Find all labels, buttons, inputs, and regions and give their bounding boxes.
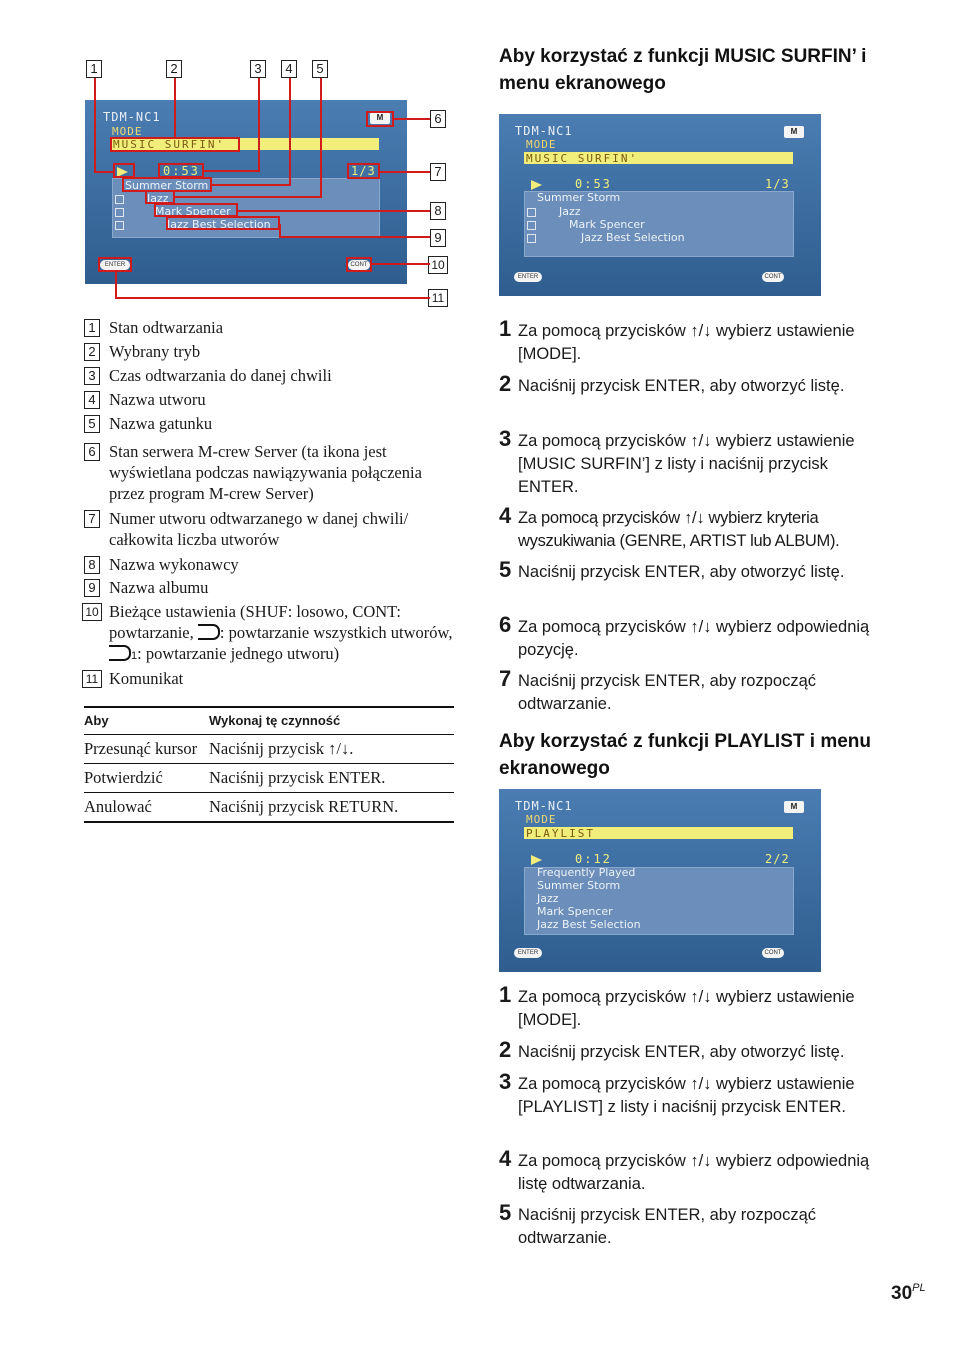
- play-icon: [531, 855, 542, 865]
- step-item: 4 Za pomocą przycisków ↑/↓ wybierz odpowiednią listę odtwarzania.: [499, 1146, 870, 1193]
- step-item: 1 Za pomocą przycisków ↑/↓ wybierz ustawienie [MODE].: [499, 316, 855, 363]
- legend-item: [84, 389, 454, 410]
- legend-number: 5: [84, 415, 100, 433]
- callout-7: 7: [430, 163, 446, 181]
- device-title: TDM-NC1: [103, 110, 161, 124]
- legend-text: Nazwa gatunku: [109, 414, 213, 433]
- osd-screen-music-surfin: [499, 114, 821, 296]
- server-status-icon: M: [784, 126, 804, 138]
- legend-text: Nazwa utworu: [109, 390, 206, 409]
- list-item: Mark Spencer: [569, 218, 645, 231]
- enter-button-icon: ENTER: [514, 272, 542, 282]
- legend-number: 6: [84, 443, 100, 461]
- section-heading-music-surfin: Aby korzystać z funkcji MUSIC SURFIN’ i menu ekranowego: [499, 46, 867, 94]
- mode-value: PLAYLIST: [526, 827, 595, 840]
- step-item: 7 Naciśnij przycisk ENTER, aby rozpocząć odtwarzanie.: [499, 666, 816, 713]
- checkbox-icon: [527, 234, 536, 243]
- device-title: TDM-NC1: [515, 124, 573, 138]
- table-row: Anulować Naciśnij przycisk RETURN.: [84, 793, 454, 823]
- mode-value: MUSIC SURFIN': [113, 138, 226, 151]
- legend-number: 9: [84, 579, 100, 597]
- step-item: 5 Naciśnij przycisk ENTER, aby otworzyć listę.: [499, 557, 845, 582]
- legend-item: [84, 601, 454, 667]
- track-counter: 1/3: [765, 177, 790, 191]
- server-status-icon: M: [370, 112, 390, 124]
- enter-button-icon: ENTER: [100, 260, 130, 270]
- legend-text: Numer utworu odtwarzanego w danej chwili/ całkowita liczba utworów: [109, 509, 409, 549]
- table-row: Potwierdzić Naciśnij przycisk ENTER.: [84, 764, 454, 793]
- step-item: 1 Za pomocą przycisków ↑/↓ wybierz ustawienie [MODE].: [499, 982, 855, 1029]
- play-time: 0:12: [575, 852, 612, 866]
- checkbox-icon: [115, 195, 124, 204]
- legend-item: [84, 668, 454, 689]
- list-item: Jazz Best Selection: [581, 231, 685, 244]
- checkbox-icon: [527, 221, 536, 230]
- step-item: 5 Naciśnij przycisk ENTER, aby rozpocząć odtwarzanie.: [499, 1200, 816, 1247]
- table-header: Aby: [84, 707, 209, 735]
- osd-screen-playlist: [499, 789, 821, 972]
- legend-text: Nazwa wykonawcy: [109, 555, 239, 574]
- section-heading-playlist: Aby korzystać z funkcji PLAYLIST i menu ekranowego: [499, 731, 872, 779]
- callout-10: 10: [428, 256, 448, 274]
- repeat-all-icon: [198, 624, 220, 640]
- mode-label: MODE: [526, 138, 557, 151]
- step-item: 2 Naciśnij przycisk ENTER, aby otworzyć listę.: [499, 1037, 845, 1062]
- actions-table: [84, 706, 454, 823]
- table-header: Wykonaj tę czynność: [209, 707, 454, 735]
- repeat-one-icon: [109, 645, 131, 661]
- legend-number: 3: [84, 367, 100, 385]
- legend-number: 10: [82, 603, 102, 621]
- mode-label: MODE: [526, 813, 557, 826]
- legend-number: 4: [84, 391, 100, 409]
- legend-text: Czas odtwarzania do danej chwili: [109, 366, 332, 385]
- list-item: Summer Storm: [537, 879, 621, 892]
- callout-4: 4: [281, 60, 297, 78]
- list-item: Jazz Best Selection: [537, 918, 641, 931]
- table-row: Przesunąć kursor Naciśnij przycisk ↑/↓.: [84, 735, 454, 764]
- list-item: Summer Storm: [125, 179, 209, 192]
- callout-2: 2: [166, 60, 182, 78]
- list-item: Frequently Played: [537, 866, 636, 879]
- legend-text: Stan odtwarzania: [109, 318, 224, 337]
- page-number: $30^{PL}$: [891, 1282, 926, 1304]
- legend-item: [84, 508, 454, 550]
- legend-number: 2: [84, 343, 100, 361]
- list-item: Jazz: [147, 192, 169, 205]
- list-item: Jazz: [537, 892, 559, 905]
- step-item: 4 Za pomocą przycisków ↑/↓ wybierz kryteria wyszukiwania (GENRE, ARTIST lub ALBUM).: [499, 503, 840, 550]
- checkbox-icon: [115, 208, 124, 217]
- step-item: 3 Za pomocą przycisków ↑/↓ wybierz ustawienie [MUSIC SURFIN’] z listy i naciśnij przycisk ENTER.: [499, 426, 855, 496]
- legend-item: [84, 577, 454, 598]
- play-time: 0:53: [575, 177, 612, 191]
- checkbox-icon: [527, 208, 536, 217]
- legend-item: [84, 341, 454, 362]
- callout-5: 5: [312, 60, 328, 78]
- callout-8: 8: [430, 202, 446, 220]
- step-item: 6 Za pomocą przycisków ↑/↓ wybierz odpowiednią pozycję.: [499, 612, 870, 659]
- track-counter: 1/3: [351, 164, 376, 178]
- legend-text: Komunikat: [109, 669, 184, 688]
- legend-item: [84, 441, 454, 504]
- callout-11: 11: [428, 289, 448, 307]
- play-icon: [531, 180, 542, 190]
- legend-item: [84, 317, 454, 338]
- legend-text: Stan serwera M-crew Server (ta ikona jest wyświetlana podczas nawiązywania połączenia przez program M-crew Server): [109, 442, 422, 503]
- step-item: 3 Za pomocą przycisków ↑/↓ wybierz ustawienie [PLAYLIST] z listy i naciśnij przycisk ENTER.: [499, 1069, 855, 1116]
- legend-item: [84, 365, 454, 386]
- legend-item: [84, 554, 454, 575]
- list-item: Summer Storm: [537, 191, 621, 204]
- callout-3: 3: [250, 60, 266, 78]
- device-title: TDM-NC1: [515, 799, 573, 813]
- callout-6: 6: [430, 110, 446, 128]
- list-item: Mark Spencer: [537, 905, 613, 918]
- track-counter: 2/2: [765, 852, 790, 866]
- legend-number: 1: [84, 319, 100, 337]
- mode-label: MODE: [112, 125, 143, 138]
- legend-text: Nazwa albumu: [109, 578, 209, 597]
- cont-button-icon: CONT: [762, 272, 784, 282]
- list-item: Jazz: [559, 205, 581, 218]
- list-item: Mark Spencer: [155, 205, 231, 218]
- cont-button-icon: CONT: [348, 260, 370, 270]
- enter-button-icon: ENTER: [514, 948, 542, 958]
- legend-text: Wybrany tryb: [109, 342, 201, 361]
- callout-1: 1: [86, 60, 102, 78]
- callout-9: 9: [430, 229, 446, 247]
- legend-number: 8: [84, 556, 100, 574]
- play-time: 0:53: [163, 164, 200, 178]
- mode-value: MUSIC SURFIN': [526, 152, 639, 165]
- server-status-icon: M: [784, 801, 804, 813]
- legend-number: 7: [84, 510, 100, 528]
- cont-button-icon: CONT: [762, 948, 784, 958]
- list-item: Jazz Best Selection: [167, 218, 271, 231]
- checkbox-icon: [115, 221, 124, 230]
- legend-item: [84, 413, 454, 434]
- step-item: 2 Naciśnij przycisk ENTER, aby otworzyć listę.: [499, 371, 845, 396]
- legend-number: 11: [82, 670, 102, 688]
- legend-text: Bieżące ustawienia (SHUF: losowo, CONT: powtarzanie, : powtarzanie wszystkich utworów, 1: powtarzanie jednego utworu): [109, 602, 453, 663]
